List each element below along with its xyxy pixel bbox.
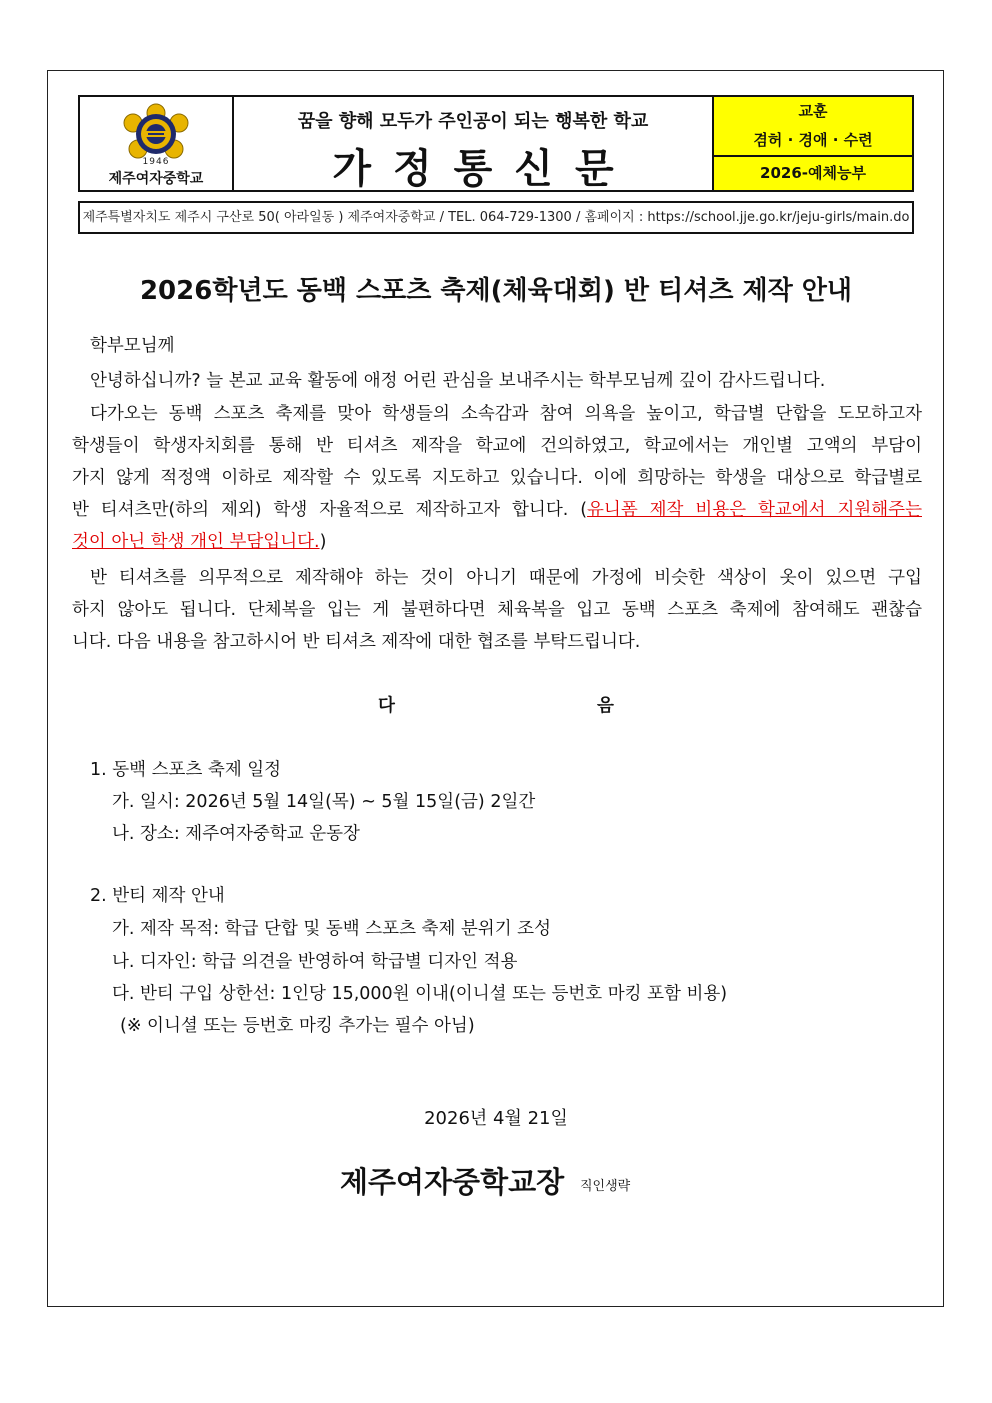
seal-omitted-note: 직인생략 <box>580 1179 631 1194</box>
document-title: 2026학년도 동백 스포츠 축제(체육대회) 반 티셔츠 제작 안내 <box>139 276 853 306</box>
section1-item: 가. 일시: 2026년 5월 14일(목) ~ 5월 15일(금) 2일간 <box>112 792 536 812</box>
section2-note: (※ 이니셜 또는 등번호 마킹 추가는 필수 아님) <box>120 1016 475 1036</box>
para2-line-3: 니다. 다음 내용을 참고하시어 반 티셔츠 제작에 대한 협조를 부탁드립니다. <box>72 632 641 652</box>
greeting: 학부모님께 <box>90 336 175 356</box>
section2-title: 2. 반티 제작 안내 <box>90 886 225 906</box>
section1-title: 1. 동백 스포츠 축제 일정 <box>90 760 282 780</box>
para1-line-1: 다가오는 동백 스포츠 축제를 맞아 학생들의 소속감과 참여 의욕을 높이고, 학급별 단합을 도모하고자 <box>90 404 922 424</box>
school-emblem-icon <box>116 103 196 165</box>
title-cell <box>234 97 714 190</box>
motto-text: 겸허 · 경애 · 수련 <box>714 126 912 157</box>
school-slogan: 꿈을 향해 모두가 주인공이 되는 행복한 학교 <box>297 111 649 132</box>
section2-item: 나. 디자인: 학급 의견을 반영하여 학급별 디자인 적용 <box>112 952 518 972</box>
para1-line-4-text: 반 티셔츠만(하의 제외) 학생 자율적으로 제작하고자 합니다. ( <box>72 500 588 520</box>
cost-warning-part2: 것이 아닌 학생 개인 부담입니다. <box>72 532 320 552</box>
para1-line-3: 가지 않게 적정액 이하로 제작할 수 있도록 지도하고 있습니다. 이에 희망하는 학생을 대상으로 학급별로 <box>72 468 922 488</box>
para2-line-2: 하지 않아도 됩니다. 단체복을 입는 게 불편하다면 체육복을 입고 동백 스포츠 축제에 참여해도 괜찮습 <box>72 600 922 620</box>
motto-label: 교훈 <box>798 102 828 120</box>
notice-heading-da: 다 <box>378 696 395 716</box>
seal-year: 1946 <box>142 157 170 167</box>
section1-item: 나. 장소: 제주여자중학교 운동장 <box>112 824 360 844</box>
section2-item: 가. 제작 목적: 학급 단합 및 동백 스포츠 축제 분위기 조성 <box>112 919 551 939</box>
section2-item: 다. 반티 구입 상한선: 1인당 15,000원 이내(이니셜 또는 등번호 마킹 포함 비용) <box>112 984 728 1004</box>
notice-heading-eum: 음 <box>597 696 614 716</box>
para1-line-5-close: ) <box>319 532 327 552</box>
letterhead <box>78 95 914 192</box>
para1-line-5 <box>72 526 326 558</box>
motto-cell <box>714 97 912 190</box>
school-name: 제주여자중학교 <box>108 171 204 187</box>
intro-text: 안녕하십니까? 늘 본교 교육 활동에 애정 어린 관심을 보내주시는 학부모님께 깊이 감사드립니다. <box>90 371 826 391</box>
department-code: 2026-예체능부 <box>760 164 866 182</box>
cost-warning-part1: 유니폼 제작 비용은 학교에서 지원해주는 <box>587 500 922 520</box>
school-address: 제주특별자치도 제주시 구산로 50( 아라일동 ) 제주여자중학교 / TEL. 064-729-1300 / 홈페이지 : https://school.jje.go.kr/jeju-girls/main.do <box>78 201 914 234</box>
para2-line-1: 반 티셔츠를 의무적으로 제작해야 하는 것이 아니기 때문에 가정에 비슷한 색상이 옷이 있으면 구입 <box>90 568 922 588</box>
logo-cell <box>80 97 234 190</box>
newsletter-title: 가정통신문 <box>332 146 636 192</box>
issue-date: 2026년 4월 21일 <box>424 1108 568 1129</box>
para1-line-2: 학생들이 학생자치회를 통해 반 티셔츠 제작을 학교에 건의하였고, 학교에서는 개인별 고액의 부담이 <box>72 436 922 456</box>
principal-signature: 제주여자중학교장 <box>340 1165 565 1199</box>
para1-line-4 <box>72 494 922 526</box>
